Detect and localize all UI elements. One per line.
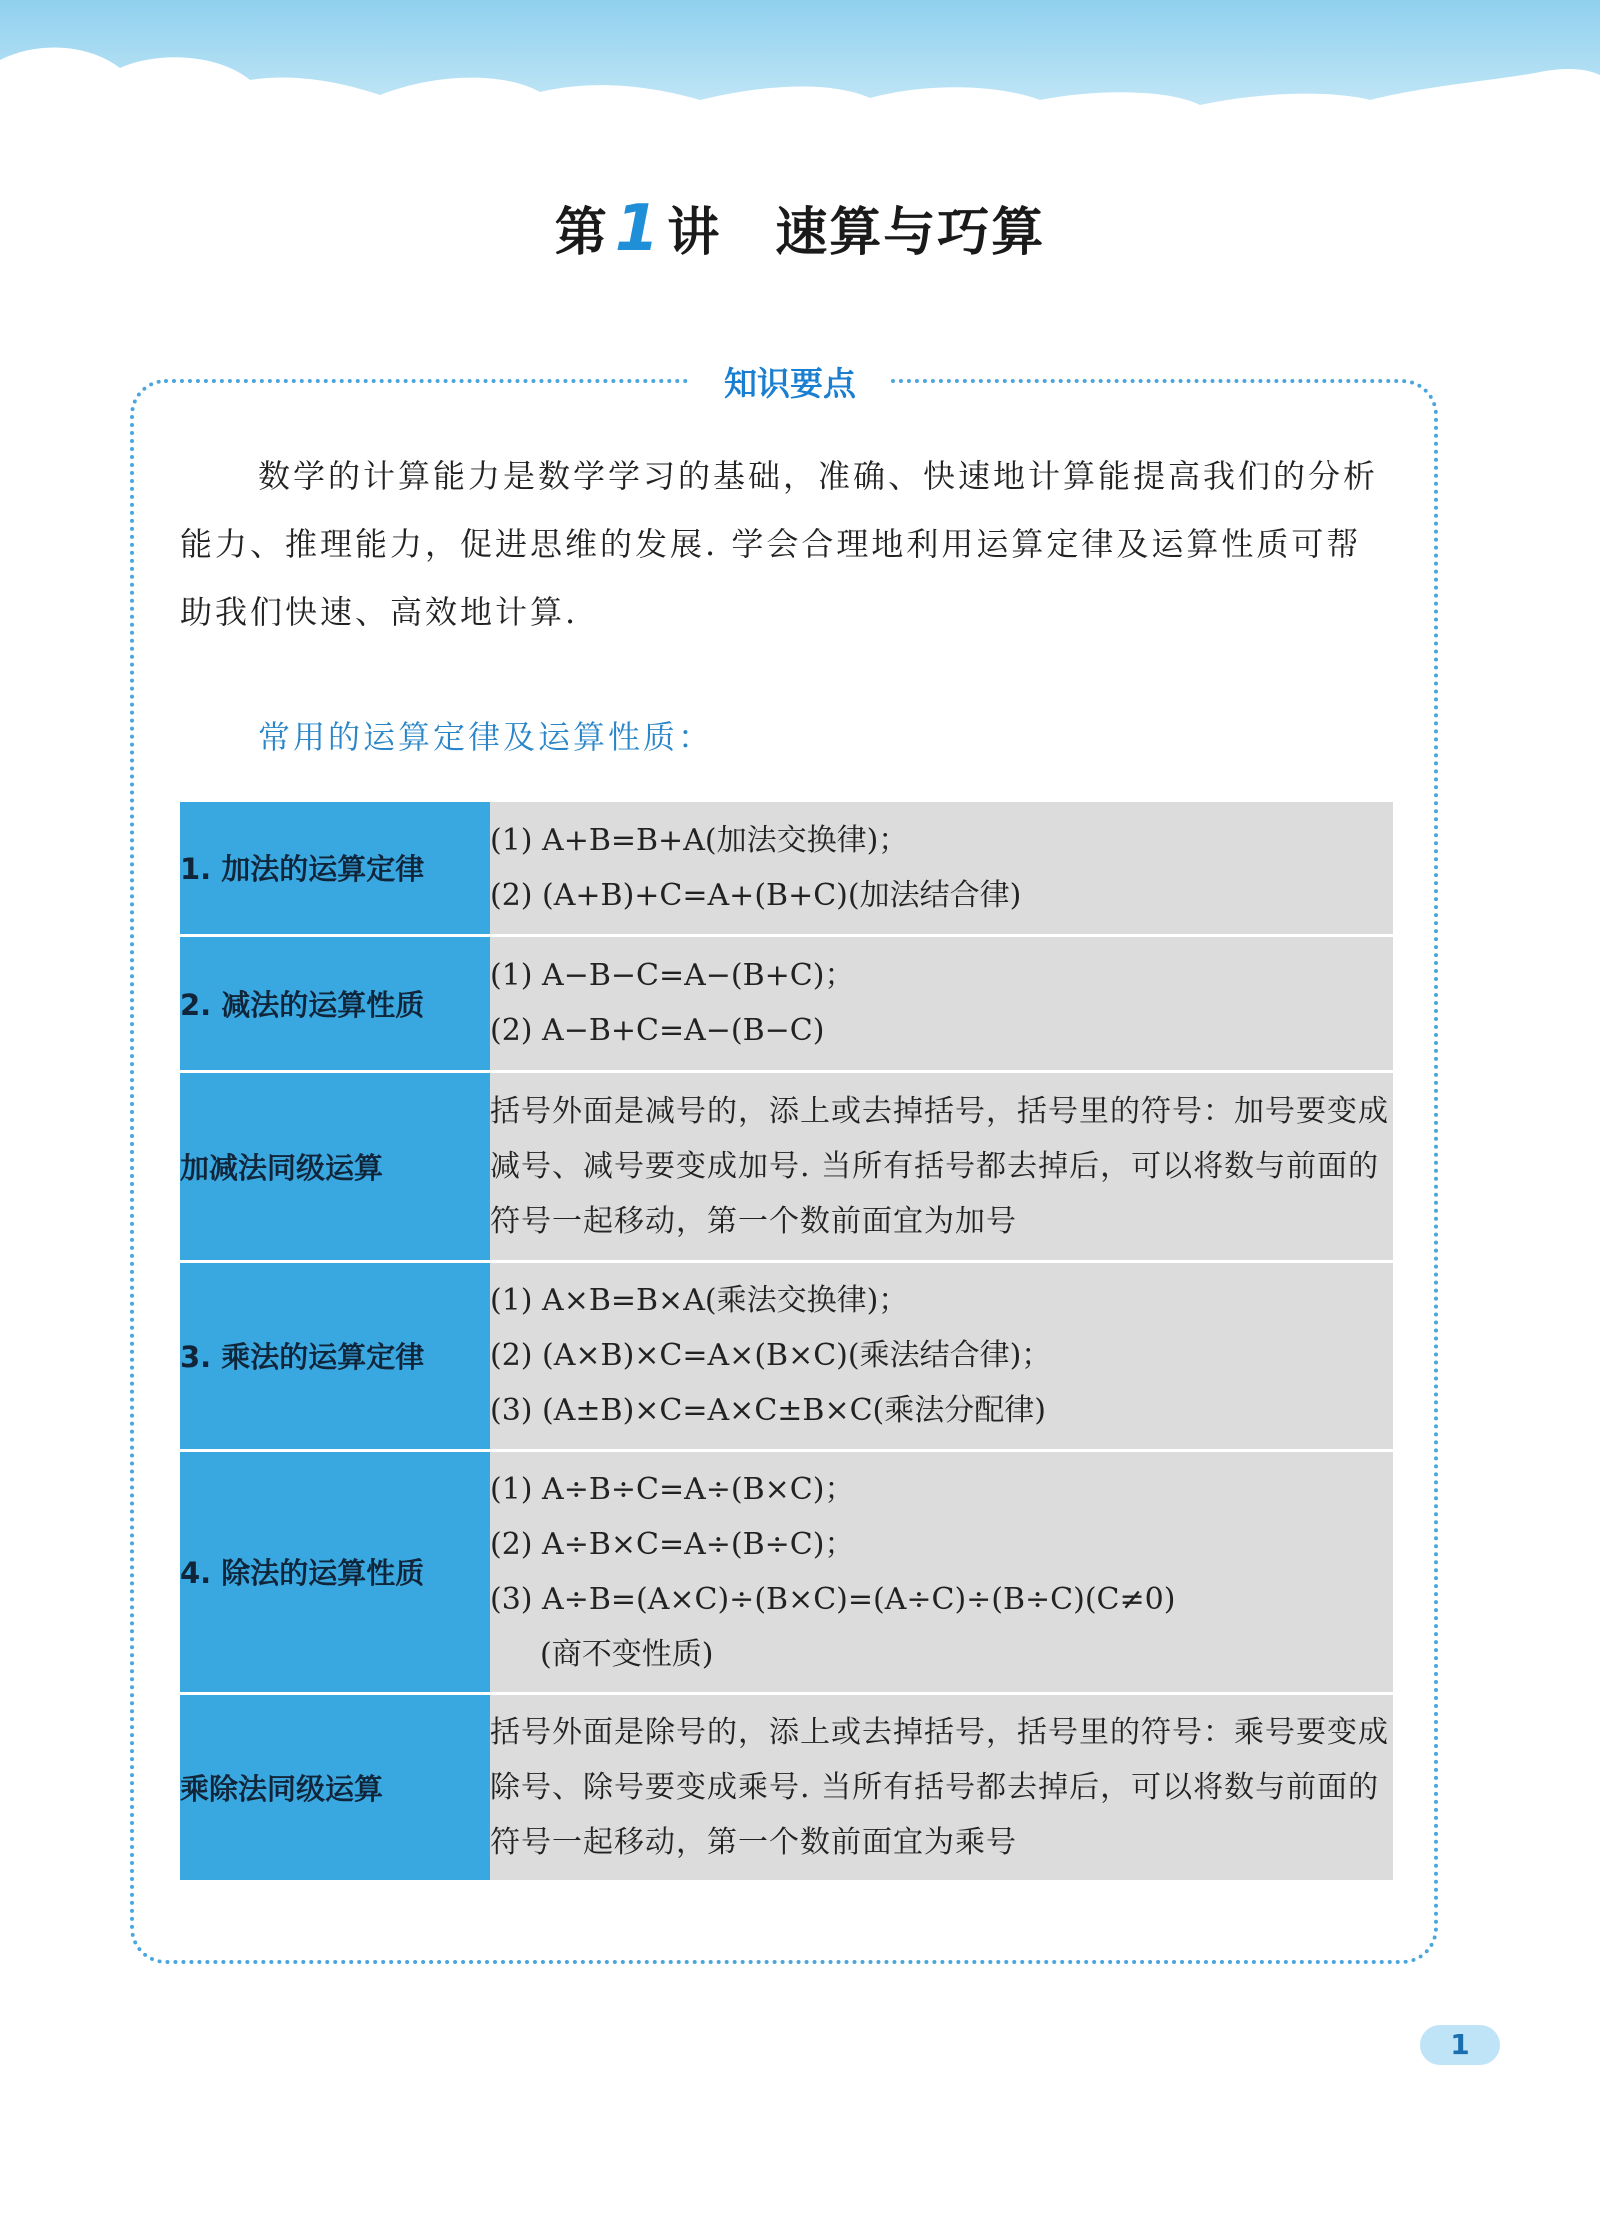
rule-line: (2) A÷B×C=A÷(B÷C)； bbox=[490, 1526, 855, 1562]
sky-header-decoration bbox=[0, 0, 1600, 130]
rule-line: (1) A×B=B×A(乘法交换律)； bbox=[490, 1283, 909, 1318]
rule-line: (1) A−B−C=A−(B+C)； bbox=[490, 958, 855, 993]
rule-body bbox=[490, 935, 1393, 1071]
table-row bbox=[180, 1261, 1393, 1450]
table-row bbox=[180, 1450, 1393, 1693]
table-row bbox=[180, 802, 1393, 935]
rule-line: (1) A÷B÷C=A÷(B×C)； bbox=[490, 1471, 855, 1507]
rule-line: 括号外面是减号的，添上或去掉括号，括号里的符号：加号要变成减号、减号要变成加号. 当所有括号都去掉后，可以将数与前面的符号一起移动，第一个数前面宜为加号 bbox=[490, 1093, 1389, 1239]
rule-name: 4. 除法的运算性质 bbox=[180, 1450, 490, 1693]
page-number: 1 bbox=[1420, 2025, 1500, 2065]
rules-subheading: 常用的运算定律及运算性质： bbox=[258, 718, 714, 756]
rule-line: (2) (A+B)+C=A+(B+C)(加法结合律) bbox=[490, 877, 1022, 913]
table-row bbox=[180, 1071, 1393, 1261]
title-prefix: 第 bbox=[554, 203, 609, 263]
rule-name: 2. 减法的运算性质 bbox=[180, 935, 490, 1071]
rule-name: 1. 加法的运算定律 bbox=[180, 802, 490, 935]
table-row bbox=[180, 935, 1393, 1071]
rule-line: 括号外面是除号的，添上或去掉括号，括号里的符号：乘号要变成除号、除号要变成乘号. 当所有括号都去掉后，可以将数与前面的符号一起移动，第一个数前面宜为乘号 bbox=[490, 1714, 1389, 1860]
rules-table bbox=[180, 802, 1393, 1883]
rule-line: (2) (A×B)×C=A×(B×C)(乘法结合律)； bbox=[490, 1338, 1052, 1373]
rule-line: (1) A+B=B+A(加法交换律)； bbox=[490, 822, 909, 858]
rule-line: (商不变性质) bbox=[540, 1636, 714, 1672]
rule-line: (2) A−B+C=A−(B−C) bbox=[490, 1013, 825, 1048]
rule-name: 乘除法同级运算 bbox=[180, 1693, 490, 1881]
lesson-title bbox=[0, 190, 1600, 266]
section-label: 知识要点 bbox=[690, 358, 890, 405]
title-suffix: 讲 bbox=[667, 203, 722, 263]
rule-body bbox=[490, 1261, 1393, 1450]
lesson-topic: 速算与巧算 bbox=[775, 203, 1046, 263]
rule-name: 3. 乘法的运算定律 bbox=[180, 1261, 490, 1450]
rule-body bbox=[490, 802, 1393, 935]
intro-paragraph: 数学的计算能力是数学学习的基础，准确、快速地计算能提高我们的分析能力、推理能力，促进思维的发展. 学会合理地利用运算定律及运算性质可帮助我们快速、高效地计算. bbox=[180, 457, 1379, 631]
rule-line: (3) (A±B)×C=A×C±B×C(乘法分配律) bbox=[490, 1393, 1046, 1428]
rule-body bbox=[490, 1693, 1393, 1881]
rule-name: 加减法同级运算 bbox=[180, 1071, 490, 1261]
lesson-number: 1 bbox=[614, 192, 662, 266]
rule-body bbox=[490, 1450, 1393, 1693]
rule-line: (3) A÷B=(A×C)÷(B×C)=(A÷C)÷(B÷C)(C≠0) bbox=[490, 1581, 1176, 1617]
table-row bbox=[180, 1693, 1393, 1881]
rule-body bbox=[490, 1071, 1393, 1261]
